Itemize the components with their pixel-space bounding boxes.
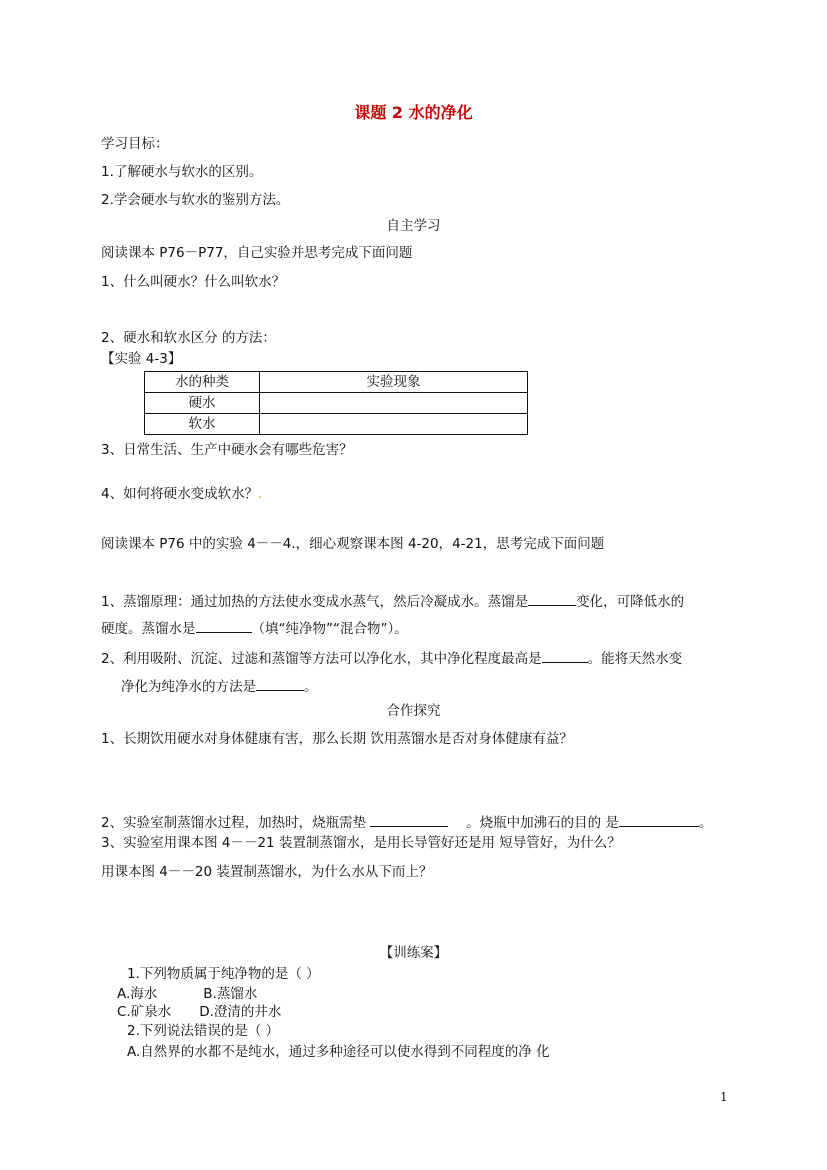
- goal-item: 1.了解硬水与软水的区别。: [101, 164, 263, 180]
- question-3: 3、日常生活、生产中硬水会有哪些危害？: [101, 442, 353, 458]
- distillation-q2-line2: [121, 676, 318, 696]
- question-4-text: 4、如何将硬水变成软水？: [101, 486, 259, 502]
- training-q1-options-ab: [117, 985, 257, 1003]
- distillation-q1-line2: [101, 618, 408, 638]
- goals-heading: 学习目标：: [101, 136, 169, 152]
- text: 硬度。蒸馏水是: [101, 621, 196, 637]
- page-title: 课题 2 水的净化: [354, 103, 473, 122]
- training-question-1: 1.下列物质属于纯净物的是（ ）: [127, 966, 320, 982]
- table-cell: 硬水: [145, 393, 260, 414]
- text: 1、蒸馏原理：通过加热的方法使水变成水蒸气，然后冷凝成水。蒸馏是: [101, 594, 529, 610]
- text: 2、实验室制蒸馏水过程，加热时，烧瓶需垫: [101, 815, 367, 831]
- table-cell: [260, 393, 528, 414]
- option-c: C.矿泉水: [117, 1004, 172, 1020]
- table-row: [145, 414, 528, 435]
- option-a: A.海水: [117, 986, 158, 1002]
- text: 2、利用吸附、沉淀、过滤和蒸馏等方法可以净化水，其中净化程度最高是: [101, 651, 542, 667]
- text: 变化，可降低水的: [576, 594, 685, 610]
- answer-blank: [619, 812, 699, 827]
- answer-blank: [370, 812, 448, 827]
- distillation-q2-line1: [101, 648, 682, 668]
- page-number: 1: [720, 1090, 728, 1104]
- section-heading-cooperation: 合作探究: [386, 703, 441, 719]
- training-q1-options-cd: [117, 1003, 281, 1021]
- option-b: B.蒸馏水: [203, 986, 258, 1002]
- text: （填“纯净物”“混合物”）。: [251, 621, 408, 637]
- text: 。: [304, 679, 318, 695]
- text: 。能将天然水变: [587, 651, 683, 667]
- text: 净化为纯净水的方法是: [121, 679, 256, 695]
- training-heading: 【训练案】: [379, 945, 448, 961]
- training-q2-option-a: A.自然界的水都不是纯水，通过多种途径可以使水得到不同程度的净 化: [127, 1044, 550, 1060]
- reading-instruction: 阅读课本 P76－P77，自己实验并思考完成下面问题: [101, 245, 413, 261]
- experiment-label: 【实验 4-3】: [101, 351, 182, 367]
- table-header: 水的种类: [145, 372, 260, 393]
- coop-question-3: 3、实验室用课本图 4－－21 装置制蒸馏水，是用长导管好还是用 短导管好，为什么？: [101, 835, 621, 851]
- table-cell: 软水: [145, 414, 260, 435]
- table-header: 实验现象: [260, 372, 528, 393]
- question-2: 2、硬水和软水区分 的方法：: [101, 330, 276, 346]
- option-d: D.澄清的井水: [199, 1004, 282, 1020]
- section-heading-self-study: 自主学习: [386, 218, 441, 234]
- coop-question-1: 1、长期饮用硬水对身体健康有害，那么长期 饮用蒸馏水是否对身体健康有益？: [101, 731, 573, 747]
- table-row: [145, 393, 528, 414]
- coop-question-4: 用课本图 4－－20 装置制蒸馏水，为什么水从下而上？: [101, 864, 433, 880]
- answer-blank: [528, 591, 576, 606]
- question-1: 1、什么叫硬水？什么叫软水？: [101, 274, 286, 290]
- goal-item: 2.学会硬水与软水的鉴别方法。: [101, 192, 290, 208]
- answer-blank: [542, 648, 588, 663]
- distillation-q1-line1: [101, 591, 684, 611]
- text: 。烧瓶中加沸石的目的 是: [466, 815, 619, 831]
- experiment-table: [144, 371, 528, 435]
- answer-blank: [196, 618, 252, 633]
- answer-blank: [256, 676, 304, 691]
- stray-dot: .: [258, 486, 263, 502]
- table-header-row: [145, 372, 528, 393]
- training-question-2: 2.下列说法错误的是（ ）: [127, 1023, 280, 1039]
- reading-instruction-2: 阅读课本 P76 中的实验 4－－4.，细心观察课本图 4-20，4-21，思考完成下面问题: [101, 536, 605, 552]
- question-4: [101, 485, 262, 503]
- table-cell: [260, 414, 528, 435]
- coop-question-2: [101, 812, 712, 832]
- text: 。: [698, 815, 713, 831]
